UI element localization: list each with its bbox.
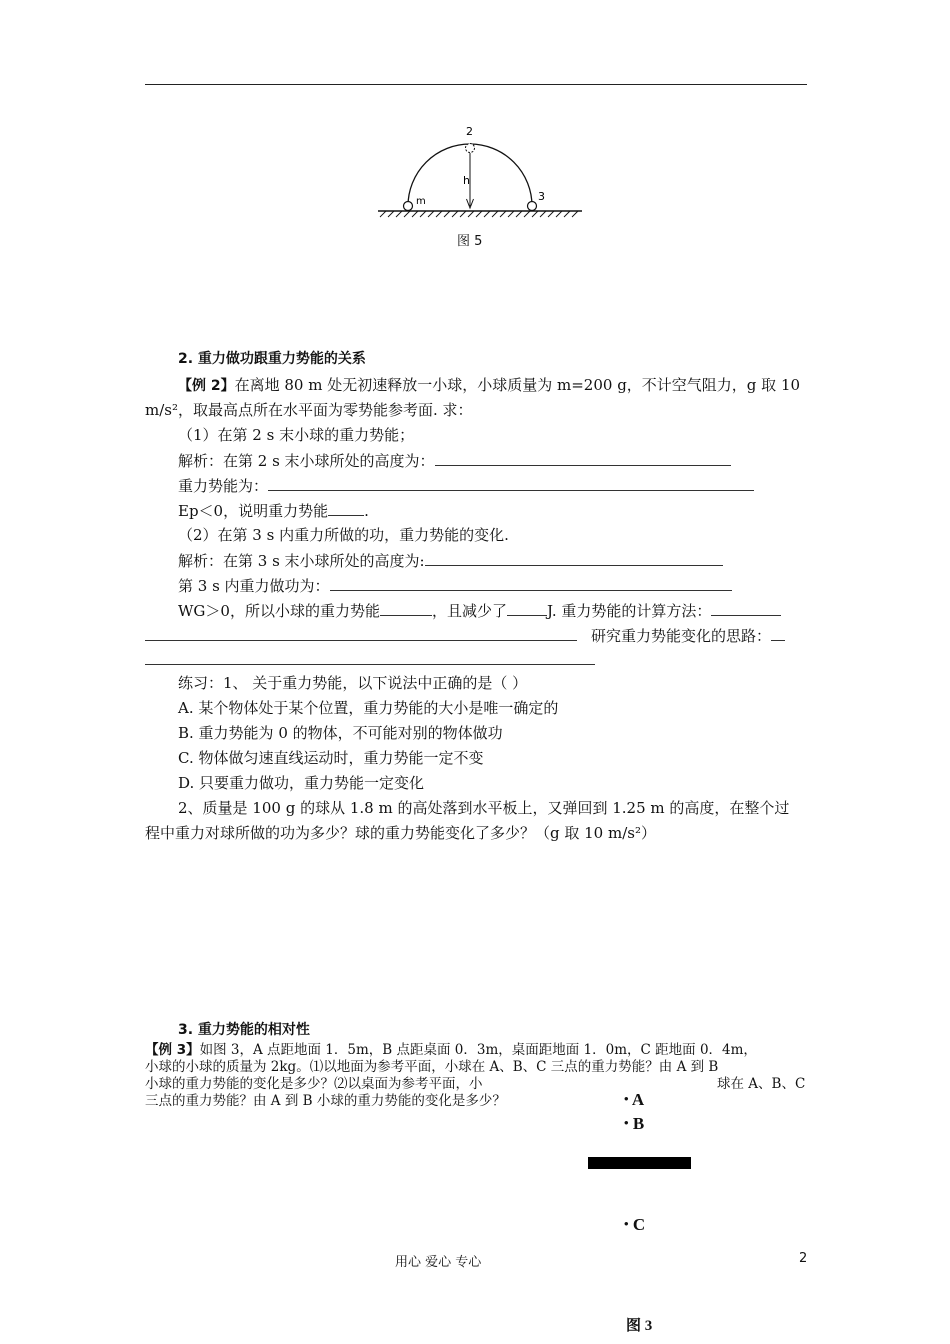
answer-7-continuation-blank[interactable]: [145, 664, 595, 665]
answer-3-end: .: [364, 502, 369, 520]
ball-left: [404, 202, 413, 211]
answer-6-row: [178, 603, 781, 619]
label-m: m: [416, 196, 426, 207]
header-rule: [145, 84, 807, 85]
option-d: D. 只要重力做功，重力势能一定变化: [178, 774, 425, 792]
example-3-tag: 【例 3】: [145, 1042, 200, 1058]
answer-6-label-b: ，且减少了: [431, 602, 507, 620]
example-2-tag: 【例 2】: [178, 378, 235, 394]
point-a-marker: [624, 1090, 644, 1110]
point-b-label: B: [632, 1114, 645, 1133]
label-3: 3: [538, 190, 545, 203]
figure-5-diagram: [370, 118, 590, 223]
answer-3-label: Ep＜0，说明重力势能: [178, 502, 329, 520]
answer-6-label-c: J. 重力势能的计算方法：: [546, 602, 712, 620]
answer-1-row: [178, 453, 731, 469]
example-3-line-2: 小球的小球的质量为 2kg。⑴以地面为参考平面，小球在 A、B、C 三点的重力势能？由 A 到 B: [145, 1059, 719, 1075]
answer-6-blank-3[interactable]: [711, 603, 781, 616]
practice-2-line-1: 2、质量是 100 g 的球从 1.8 m 的高处落到水平板上，又弹回到 1.25 m 的高度，在整个过: [178, 799, 790, 817]
answer-4-label: 解析：在第 3 s 末小球所处的高度为:: [178, 552, 425, 570]
answer-5-row: [178, 578, 732, 594]
answer-2-blank[interactable]: [268, 478, 754, 491]
example-2-line-1: [178, 378, 800, 394]
point-b-marker: [624, 1114, 644, 1134]
example-3-line-1: [145, 1043, 757, 1058]
point-a-bullet: •: [624, 1091, 629, 1106]
answer-7-label: 研究重力势能变化的思路：: [591, 627, 772, 645]
option-a: A. 某个物体处于某个位置，重力势能的大小是唯一确定的: [178, 699, 559, 717]
point-c-bullet: •: [624, 1216, 629, 1231]
example-3-text: 如图 3，A 点距地面 1．5m，B 点距桌面 0．3m，桌面距地面 1．0m，C 距地面 0．4m，: [199, 1042, 757, 1058]
answer-3-blank[interactable]: [328, 503, 364, 516]
answer-2-label: 重力势能为：: [178, 477, 269, 495]
answer-7-row: [145, 628, 785, 644]
figure-5-caption: 图 5: [457, 234, 483, 249]
answer-5-label: 第 3 s 内重力做功为：: [178, 577, 330, 595]
option-b: B. 重力势能为 0 的物体，不可能对别的物体做功: [178, 724, 503, 742]
ball-top: [466, 144, 475, 153]
answer-7-blank-1[interactable]: [145, 628, 577, 641]
practice-2-line-2: 程中重力对球所做的功为多少？球的重力势能变化了多少？（g 取 10 m/s²）: [145, 824, 656, 842]
point-c-marker: [624, 1215, 645, 1235]
answer-6-blank-1[interactable]: [380, 603, 432, 616]
answer-5-blank[interactable]: [330, 578, 732, 591]
example-3-line-4: 三点的重力势能？由 A 到 B 小球的重力势能的变化是多少？: [145, 1093, 506, 1109]
footer-slogan: 用心 爱心 专心: [395, 1255, 482, 1270]
label-h: h: [463, 174, 470, 187]
section-2-heading: 2. 重力做功跟重力势能的关系: [178, 351, 366, 367]
answer-4-row: [178, 553, 723, 569]
answer-3-row: [178, 503, 369, 519]
example-2-line-2: m/s²，取最高点所在水平面为零势能参考面. 求：: [145, 401, 473, 419]
point-b-bullet: •: [624, 1115, 629, 1130]
page-number: 2: [799, 1251, 808, 1266]
answer-6-blank-2[interactable]: [507, 603, 547, 616]
question-1: （1）在第 2 s 末小球的重力势能；: [178, 426, 415, 444]
ground-hatching: [380, 211, 578, 217]
example-2-text: 在离地 80 m 处无初速释放一小球，小球质量为 m=200 g，不计空气阻力，g 取 10: [234, 376, 801, 394]
point-c-label: C: [632, 1215, 646, 1234]
point-a-label: A: [631, 1090, 645, 1109]
option-c: C. 物体做匀速直线运动时，重力势能一定不变: [178, 749, 484, 767]
answer-1-label: 解析：在第 2 s 末小球所处的高度为：: [178, 452, 435, 470]
answer-1-blank[interactable]: [435, 453, 731, 466]
answer-6-label-a: WG＞0，所以小球的重力势能: [178, 602, 380, 620]
figure-3-caption: 图 3: [626, 1318, 653, 1334]
table-surface: [588, 1157, 691, 1169]
answer-2-row: [178, 478, 754, 494]
label-2: 2: [466, 125, 473, 138]
section-3-heading: 3. 重力势能的相对性: [178, 1022, 310, 1038]
example-3-line-3a: 小球的重力势能的变化是多少？⑵以桌面为参考平面，小: [145, 1076, 483, 1092]
answer-4-blank[interactable]: [425, 553, 723, 566]
ball-right: [528, 202, 537, 211]
answer-7-blank-2[interactable]: [771, 628, 785, 641]
question-2: （2）在第 3 s 内重力所做的功，重力势能的变化.: [178, 526, 509, 544]
example-3-line-3b: 球在 A、B、C: [717, 1076, 806, 1092]
practice-1-title: 练习：1、 关于重力势能，以下说法中正确的是（ ）: [178, 674, 528, 692]
